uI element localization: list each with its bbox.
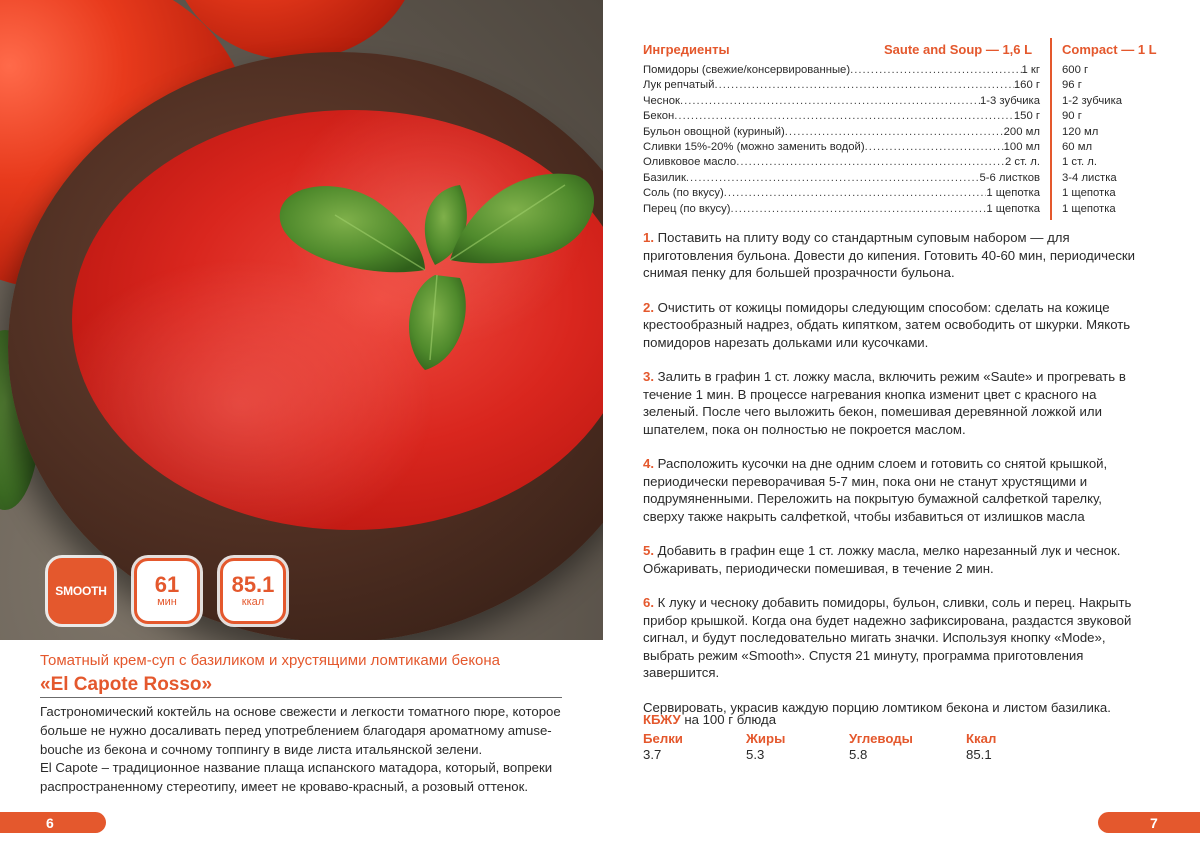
serving-note: Сервировать, украсив каждую порцию ломтиком бекона и листом базилика. — [643, 699, 1111, 715]
page-number-left — [0, 812, 106, 833]
time-unit: мин — [157, 596, 177, 608]
compact-quantity: 60 мл — [1062, 141, 1093, 154]
mode-badge — [48, 558, 114, 624]
nutrition-kcal: Ккал 85.1 — [966, 731, 997, 762]
time-value: 61 — [154, 572, 180, 597]
step-5: 5. Добавить в графин еще 1 ст. ложку масла, мелко нарезанный лук и чеснок. Обжаривать, периодически помешивая, в течение 2 мин. — [643, 543, 1121, 576]
compact-quantity: 3-4 листка — [1062, 171, 1117, 184]
page-number: 6 — [46, 814, 54, 831]
ingredient-row: Лук репчатый ..... 160 г — [643, 78, 1040, 93]
step-2: 2. Очистить от кожицы помидоры следующим способом: сделать на кожице крестообразный надрез, обдать кипятком, затем освободить от шкурки. Мякоть помидоров нарезать дольками или кусочками. — [643, 299, 1131, 350]
page-number: 7 — [1150, 814, 1158, 831]
nutrition-carbs: Углеводы 5.8 — [849, 731, 913, 762]
compact-quantity: 90 г — [1062, 110, 1082, 123]
ingredient-row: Перец (по вкусу) ..... 1 щепотка — [643, 202, 1040, 217]
compact-quantity: 600 г — [1062, 64, 1089, 76]
column-divider — [1050, 38, 1052, 220]
compact-quantity: 1 ст. л. — [1062, 156, 1097, 169]
compact-quantity: 1 щепотка — [1062, 202, 1116, 215]
page-number-right — [1098, 812, 1200, 833]
saute-column-header: Saute and Soup — 1,6 L — [884, 42, 1033, 57]
ingredient-row: Чеснок ..... 1-3 зубчика — [643, 94, 1040, 109]
ingredient-row: Базилик ..... 5-6 листков — [643, 171, 1040, 186]
step-4: 4. Расположить кусочки на дне одним слоем и готовить со снятой крышкой, периодически переворачивая 5-7 мин, пока они не станут хрустящими и подрумяненными. Переложить на покрытую бумажной салфеткой тарелку, сверху также накрыть салфеткой, чтобы избавиться от излишков масла — [643, 456, 1108, 524]
recipe-badges — [48, 558, 286, 624]
time-badge — [134, 558, 200, 624]
ingredient-row: Соль (по вкусу) ..... 1 щепотка — [643, 186, 1040, 201]
kcal-badge — [220, 558, 286, 624]
ingredient-row: Бульон овощной (куриный) ..... 200 мл — [643, 125, 1040, 140]
recipe-description-note: El Capote – традиционное название плаща испанского матадора, который, вопреки распространенному стереотипу, имеет не кроваво-красный, а розовый оттенок. — [40, 760, 553, 794]
ingredient-row: Помидоры (свежие/консервированные) ..... 1 кг — [643, 63, 1040, 78]
compact-column-header: Compact — 1 L — [1062, 42, 1157, 57]
nutrition-protein: Белки 3.7 — [643, 731, 683, 762]
ingredient-row: Сливки 15%-20% (можно заменить водой) ..... 100 мл — [643, 140, 1040, 155]
basil-garnish-image — [275, 160, 603, 380]
kcal-unit: ккал — [241, 596, 265, 608]
step-6: 6. К луку и чесноку добавить помидоры, бульон, сливки, соль и перец. Накрыть прибор крышкой. Когда она будет надежно зафиксирована, раздастся звуковой сигнал, и будут последовательно мигать значки. Используя кнопку «Mode», выбрать режим «Smooth». Спустя 21 минуту, программа приготовления завершится. — [643, 595, 1132, 680]
recipe-title: «El Capote Rosso» — [40, 674, 562, 698]
compact-quantity: 1 щепотка — [1062, 187, 1116, 200]
compact-quantities-list — [1062, 63, 1122, 217]
ingredients-list — [643, 63, 1040, 217]
soup-photo — [0, 0, 603, 640]
recipe-description: Гастрономический коктейль на основе свежести и легкости томатного пюре, которое больше не нужно досаливать перед употреблением благодаря ароматному amuse-bouche из бекона и сочному топпингу в виде листа итальянской зелени. — [40, 704, 561, 757]
compact-quantity: 96 г — [1062, 79, 1082, 92]
cooking-steps — [643, 229, 1143, 733]
ingredient-row: Бекон ..... 150 г — [643, 109, 1040, 124]
step-1: 1. Поставить на плиту воду со стандартным суповым набором — для приготовления бульона. Довести до кипения. Готовить 40-60 мин, периодически снимая пенку для большей прозрачности бульона. — [643, 230, 1136, 280]
kcal-value: 85.1 — [231, 572, 275, 597]
compact-quantity: 1-2 зубчика — [1062, 94, 1123, 107]
mode-label: SMOOTH — [55, 584, 107, 598]
step-3: 3. Залить в графин 1 ст. ложку масла, включить режим «Saute» и прогревать в течение 1 мин. В процессе нагревания кнопка изменит цвет с красного на зеленый. После чего выложить бекон, помешивая деревянной ложкой или шпателем, пока он полностью не покроется маслом. — [643, 369, 1126, 437]
nutrition-title: КБЖУ на 100 г блюда — [643, 712, 777, 727]
ingredient-row: Оливковое масло ..... 2 ст. л. — [643, 155, 1040, 170]
compact-quantity: 120 мл — [1062, 125, 1099, 138]
recipe-subtitle: Томатный крем-суп с базиликом и хрустящими ломтиками бекона — [40, 652, 501, 669]
ingredients-title: Ингредиенты — [643, 42, 730, 57]
nutrition-fat: Жиры 5.3 — [746, 731, 786, 762]
